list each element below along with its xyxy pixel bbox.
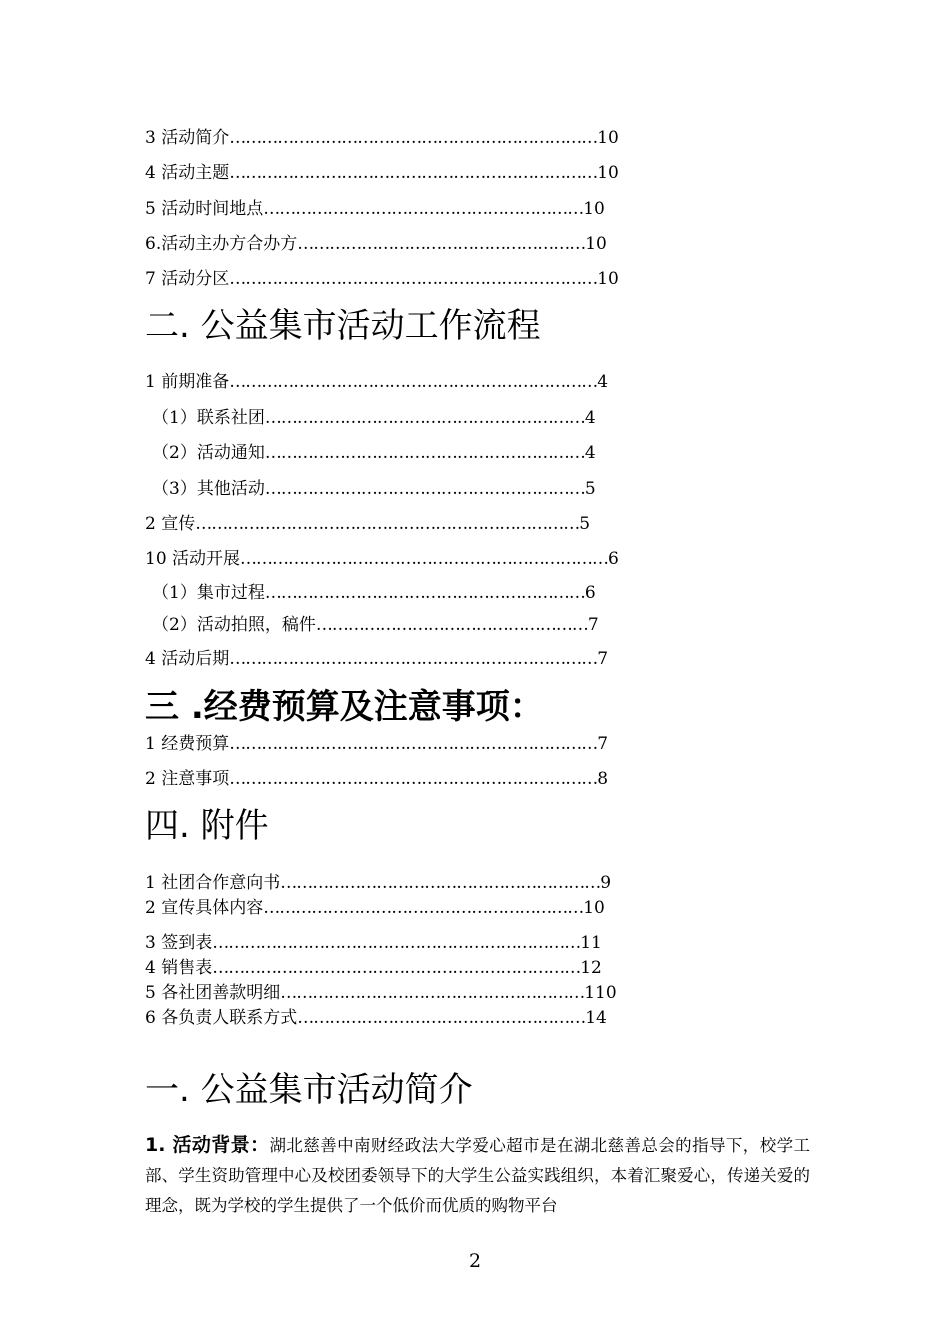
toc-leader: …………………………………………………………… (229, 734, 598, 754)
toc-leader: …………………………………………………………… (229, 128, 598, 148)
toc-entry[interactable] (152, 442, 596, 464)
toc-entry[interactable] (152, 582, 596, 604)
toc-entry[interactable] (145, 648, 608, 670)
toc-label: 1 前期准备 (145, 372, 230, 392)
toc-label: （3）其他活动 (152, 479, 265, 499)
toc-label: 1 经费预算 (145, 734, 230, 754)
toc-page: 5 (584, 479, 596, 499)
toc-entry[interactable] (145, 513, 590, 535)
section-heading-1: 一. 公益集市活动简介 (145, 1070, 473, 1110)
toc-label: 6.活动主办方合办方 (145, 234, 298, 254)
toc-entry[interactable] (145, 1007, 607, 1029)
toc-leader: …………………………………………………… (264, 479, 585, 499)
toc-entry[interactable] (145, 548, 619, 570)
toc-page: 10 (597, 269, 619, 289)
toc-page: 6 (608, 549, 619, 569)
toc-label: 4 销售表 (145, 958, 213, 978)
toc-label: （1）联系社团 (152, 408, 265, 428)
toc-label: （2）活动拍照，稿件 (152, 615, 316, 635)
toc-page: 6 (584, 583, 596, 603)
toc-label: 1 社团合作意向书 (145, 873, 281, 893)
toc-page: 5 (579, 514, 591, 534)
toc-entry[interactable] (145, 233, 607, 255)
toc-page: 8 (597, 769, 609, 789)
toc-label: 7 活动分区 (145, 269, 230, 289)
toc-entry[interactable] (145, 982, 617, 1004)
toc-leader: …………………………………………… (315, 615, 588, 635)
toc-entry[interactable] (145, 768, 608, 790)
toc-entry[interactable] (152, 407, 596, 429)
toc-leader: …………………………………………………………… (229, 372, 598, 392)
toc-entry[interactable] (145, 371, 608, 393)
toc-entry[interactable] (152, 478, 596, 500)
toc-entry[interactable] (145, 733, 608, 755)
toc-page: 9 (600, 873, 612, 893)
toc-label: 2 宣传具体内容 (145, 898, 264, 918)
toc-label: 5 各社团善款明细 (145, 983, 281, 1003)
toc-leader: …………………………………………………… (280, 873, 601, 893)
toc-leader: ……………………………………………………………… (195, 514, 580, 534)
toc-page: 4 (597, 372, 609, 392)
toc-page: 12 (580, 958, 602, 978)
toc-leader: …………………………………………………………… (229, 769, 598, 789)
toc-leader: …………………………………………………… (264, 408, 585, 428)
toc-leader: …………………………………………………… (263, 898, 584, 918)
toc-leader: …………………………………………………… (263, 199, 584, 219)
toc-entry[interactable] (145, 127, 619, 149)
toc-entry[interactable] (145, 198, 605, 220)
toc-label: 3 活动简介 (145, 128, 230, 148)
toc-leader: …………………………………………………………… (240, 549, 609, 569)
toc-page: 7 (597, 734, 609, 754)
toc-page: 10 (583, 898, 605, 918)
toc-page: 7 (597, 649, 609, 669)
toc-leader: …………………………………………………………… (212, 958, 581, 978)
section-heading-4: 四. 附件 (145, 806, 269, 846)
toc-leader: …………………………………………………………… (212, 933, 581, 953)
section-heading-2: 二. 公益集市活动工作流程 (145, 306, 541, 346)
toc-leader: …………………………………………………………… (229, 269, 598, 289)
page-number: 2 (468, 1250, 482, 1272)
toc-leader: …………………………………………………… (264, 583, 585, 603)
toc-label: 10 活动开展 (145, 549, 241, 569)
toc-leader: ………………………………………………… (280, 983, 585, 1003)
toc-entry[interactable] (145, 162, 619, 184)
toc-page: 10 (583, 199, 605, 219)
toc-entry[interactable] (145, 872, 611, 894)
toc-label: 2 宣传 (145, 514, 196, 534)
paragraph-lead: 1. 活动背景： (145, 1134, 270, 1156)
background-paragraph (145, 1130, 810, 1221)
toc-label: 4 活动后期 (145, 649, 230, 669)
toc-label: 5 活动时间地点 (145, 199, 264, 219)
toc-entry[interactable] (145, 957, 602, 979)
toc-page: 110 (584, 983, 617, 1003)
paragraph-text: 湖北慈善中南财经政法大学爱心超市是在湖北慈善总会的指导下，校学工部、学生资助管理中心及校团委领导下的大学生公益实践组织，本着汇聚爱心，传递关爱的理念，既为学校的学生提供了一个低价而优质的购物平台 (145, 1136, 810, 1215)
toc-entry[interactable] (145, 932, 602, 954)
toc-label: 2 注意事项 (145, 769, 230, 789)
toc-leader: ……………………………………………… (297, 1008, 586, 1028)
toc-label: 6 各负责人联系方式 (145, 1008, 298, 1028)
toc-entry[interactable] (145, 897, 605, 919)
toc-page: 11 (580, 933, 602, 953)
toc-page: 4 (584, 443, 596, 463)
toc-page: 7 (587, 615, 599, 635)
toc-page: 10 (585, 234, 607, 254)
toc-entry[interactable] (145, 268, 619, 290)
toc-leader: …………………………………………………………… (229, 163, 598, 183)
toc-page: 10 (597, 163, 619, 183)
toc-leader: …………………………………………………… (264, 443, 585, 463)
toc-page: 10 (597, 128, 619, 148)
toc-entry[interactable] (152, 614, 599, 636)
toc-page: 14 (585, 1008, 607, 1028)
toc-label: （2）活动通知 (152, 443, 265, 463)
section-heading-3: 三 .经费预算及注意事项： (145, 687, 544, 727)
toc-leader: …………………………………………………………… (229, 649, 598, 669)
toc-label: （1）集市过程 (152, 583, 265, 603)
toc-label: 3 签到表 (145, 933, 213, 953)
toc-page: 4 (584, 408, 596, 428)
toc-leader: ……………………………………………… (297, 234, 586, 254)
toc-label: 4 活动主题 (145, 163, 230, 183)
